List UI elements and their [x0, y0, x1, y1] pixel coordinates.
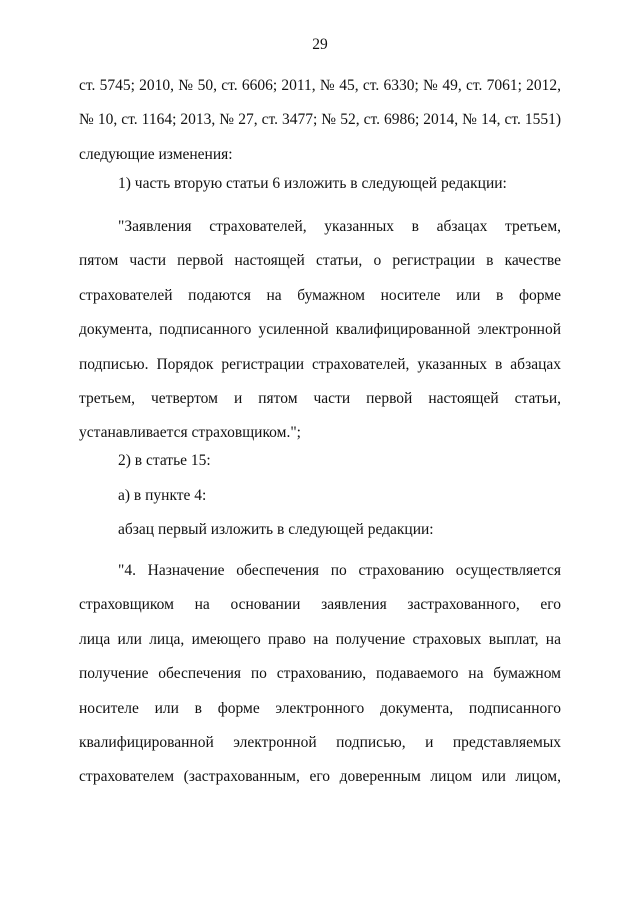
text-line: следующие изменения: — [79, 145, 233, 163]
text-line: № 10, ст. 1164; 2013, № 27, ст. 3477; № 52, ст. 6986; 2014, № 14, ст. 1551) — [79, 111, 561, 129]
text-line: страховщиком на основании заявления застрахованного, его — [79, 596, 561, 614]
item-2a-text: абзац первый изложить в следующей редакции: — [118, 521, 434, 538]
text-line: подписью. Порядок регистрации страхователей, указанных в абзацах — [79, 355, 561, 373]
item-1: 1) часть вторую статьи 6 изложить в следующей редакции: — [118, 175, 507, 192]
page-number: 29 — [312, 36, 328, 53]
text-line: квалифицированной электронной подписью, и представляемых — [79, 733, 561, 751]
item-2a: а) в пункте 4: — [118, 487, 207, 504]
text-line: ст. 5745; 2010, № 50, ст. 6606; 2011, № 45, ст. 6330; № 49, ст. 7061; 2012, — [79, 77, 561, 94]
text-line: "4. Назначение обеспечения по страхованию осуществляется — [118, 562, 561, 579]
text-line: устанавливается страховщиком."; — [79, 424, 301, 442]
text-line: "Заявления страхователей, указанных в абзацах третьем, — [118, 218, 561, 235]
intro-paragraph — [79, 69, 561, 172]
text-line: лица или лица, имеющего право на получение страховых выплат, на — [79, 630, 561, 648]
text-line: пятом части первой настоящей статьи, о регистрации в качестве — [79, 252, 561, 270]
text-line: страхователем (застрахованным, его доверенным лицом или лицом, — [79, 768, 561, 786]
text-line: страхователей подаются на бумажном носителе или в форме — [79, 286, 561, 304]
quote-2-paragraph — [79, 554, 561, 795]
item-2: 2) в статье 15: — [118, 452, 211, 469]
text-line: получение обеспечения по страхованию, подаваемого на бумажном — [79, 665, 561, 683]
text-line: носителе или в форме электронного документа, подписанного — [79, 699, 561, 717]
text-line: третьем, четвертом и пятом части первой настоящей статьи, — [79, 389, 561, 407]
quote-1-paragraph — [79, 210, 561, 451]
text-line: документа, подписанного усиленной квалифицированной электронной — [79, 321, 561, 339]
